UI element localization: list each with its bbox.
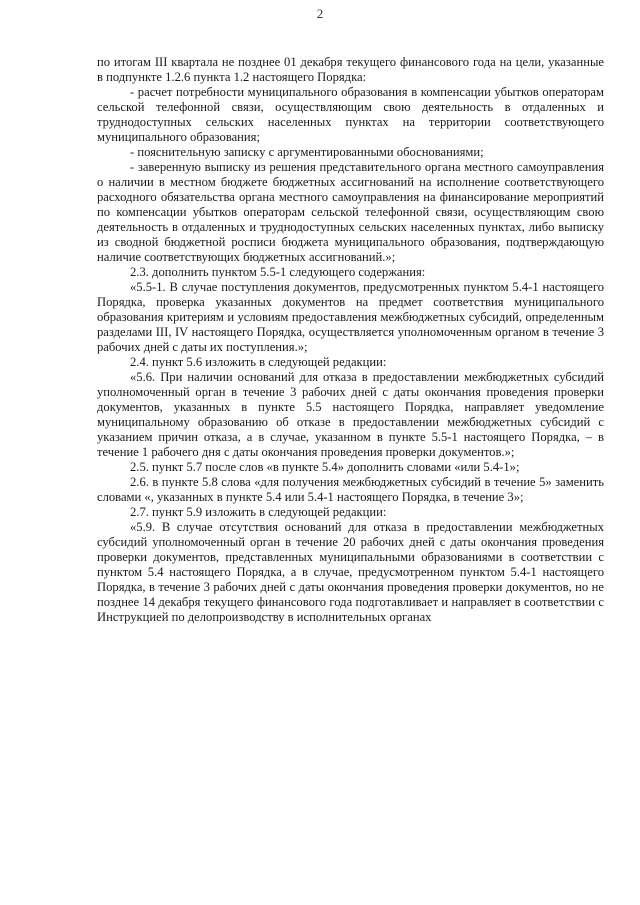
document-body: [97, 55, 604, 625]
list-item-explanatory-note: - пояснительную записку с аргументированными обоснованиями;: [130, 145, 484, 159]
amendment-2-7: 2.7. пункт 5.9 изложить в следующей редакции:: [130, 505, 387, 519]
page-number: 2: [316, 6, 324, 21]
amendment-2-5: 2.5. пункт 5.7 после слов «в пункте 5.4» дополнить словами «или 5.4-1»;: [130, 460, 520, 474]
amendment-2-3: 2.3. дополнить пунктом 5.5-1 следующего содержания:: [130, 265, 426, 279]
list-item-certified-extract: - заверенную выписку из решения представительного органа местного самоуправления о наличии в местном бюджете бюджетных ассигнований на исполнение соответствующего расходного обязательства органа местного самоуправления на финансирование мероприятий по компенсации убытков операторам сельской телефонной связи, осуществляющим свою деятельность в отдаленных и труднодоступных сельских населенных пунктах, либо выписку из сводной бюджетной росписи бюджета муниципального образования, подтверждающую наличие соответствующих бюджетных ассигнований.»;: [97, 160, 604, 264]
paragraph-continuation: по итогам III квартала не позднее 01 декабря текущего финансового года на цели, указанные в подпункте 1.2.6 пункта 1.2 настоящего Порядка:: [97, 55, 604, 84]
clause-5-9: «5.9. В случае отсутствия оснований для отказа в предоставлении межбюджетных субсидий уполномоченный орган в течение 20 рабочих дней с даты окончания проведения проверки документов, представленных муниципальными образованиями в соответствии с пунктом 5.4 настоящего Порядка, а в случае, предусмотренном пунктом 5.4-1 настоящего Порядка, в течение 3 рабочих дней с даты окончания проведения проверки документов, но не позднее 14 декабря текущего финансового года подготавливает и направляет в соответствии с Инструкцией по делопроизводству в исполнительных органах: [97, 520, 604, 624]
clause-5-5-1: «5.5-1. В случае поступления документов, предусмотренных пунктом 5.4-1 настоящего Порядка, проверка указанных документов на предмет соответствия муниципального образования критериям и условиям предоставления межбюджетных субсидий, определенным разделами III, IV настоящего Порядка, осуществляется уполномоченным органом в течение 3 рабочих дней с даты их поступления.»;: [97, 280, 604, 354]
amendment-2-6: 2.6. в пункте 5.8 слова «для получения межбюджетных субсидий в течение 5» заменить словами «, указанных в пункте 5.4 или 5.4-1 настоящего Порядка, в течение 3»;: [97, 475, 604, 504]
list-item-calculation: - расчет потребности муниципального образования в компенсации убытков операторам сельской телефонной связи, осуществляющим свою деятельность в отдаленных и труднодоступных сельских населенных пунктах на территории соответствующего муниципального образования;: [97, 85, 604, 144]
clause-5-6: «5.6. При наличии оснований для отказа в предоставлении межбюджетных субсидий уполномоченный орган в течение 3 рабочих дней с даты окончания проведения проверки документов, указанных в пункте 5.5 настоящего Порядка, направляет уведомление муниципальному образованию об отказе в предоставлении межбюджетных субсидий с указанием причин отказа, а в случае, указанном в пункте 5.5-1 настоящего Порядка, – в течение 1 рабочего дня с даты окончания проведения проверки документов.»;: [97, 370, 604, 459]
amendment-2-4: 2.4. пункт 5.6 изложить в следующей редакции:: [130, 355, 387, 369]
